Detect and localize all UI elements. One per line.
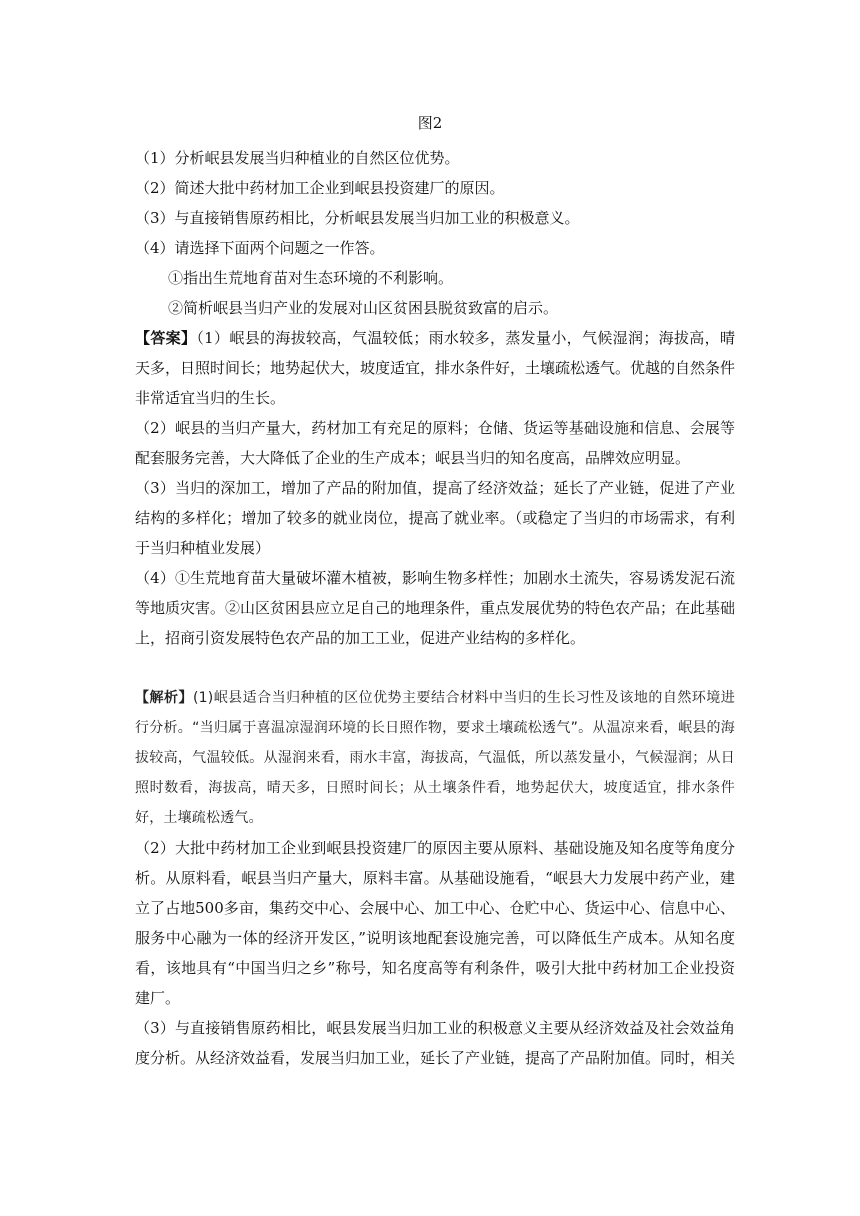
question-3: （3）与直接销售原药相比，分析岷县发展当归加工业的积极意义。 <box>135 209 580 227</box>
question-2: （2）简述大批中药材加工企业到岷县投资建厂的原因。 <box>135 179 505 197</box>
subquestion-2: ②简析岷县当归产业的发展对山区贫困县脱贫致富的启示。 <box>168 299 559 317</box>
question-list <box>135 143 735 323</box>
analysis-label: 【解析】 <box>135 690 193 706</box>
answer-section <box>135 323 735 653</box>
subquestion-1: ①指出生荒地育苗对生态环境的不利影响。 <box>168 269 454 287</box>
analysis-paragraph-3: （3）与直接销售原药相比，岷县发展当归加工业的积极意义主要从经济效益及社会效益角度分析。从经济效益看，发展当归加工业，延长了产业链，提高了产品附加值。同时，相关 <box>135 1019 736 1067</box>
answer-paragraph-2: （2）岷县的当归产量大，药材加工有充足的原料；仓储、货运等基础设施和信息、会展等配套服务完善，大大降低了企业的生产成本；岷县当归的知名度高，品牌效应明显。 <box>135 419 735 467</box>
answer-label: 【答案】 <box>135 329 197 347</box>
answer-paragraph-3: （3）当归的深加工，增加了产品的附加值，提高了经济效益；延长了产业链，促进了产业结构的多样化；增加了较多的就业岗位，提高了就业率。（或稳定了当归的市场需求，有利于当归种植业发展） <box>135 479 735 557</box>
analysis-paragraph-2: （2）大批中药材加工企业到岷县投资建厂的原因主要从原料、基础设施及知名度等角度分析。从原料看，岷县当归产量大，原料丰富。从基础设施看，“岷县大力发展中药产业，建立了占地500多亩，集药交中心、会展中心、加工中心、仓贮中心、货运中心、信息中心、服务中心融为一体的经济开发区，”说明该地配套设施完善，可以降低生产成本。从知名度看，该地具有“中国当归之乡”称号，知名度高等有利条件，吸引大批中药材加工企业投资建厂。 <box>135 839 735 1007</box>
figure-caption: 图2 <box>417 114 443 132</box>
answer-paragraph-4: （4）①生荒地育苗大量破坏灌木植被，影响生物多样性；加剧水土流失，容易诱发泥石流等地质灾害。②山区贫困县应立足自己的地理条件，重点发展优势的特色农产品；在此基础上，招商引资发展特色农产品的加工工业，促进产业结构的多样化。 <box>135 569 736 647</box>
answer-paragraph-1 <box>135 323 735 413</box>
question-1: （1）分析岷县发展当归种植业的自然区位优势。 <box>135 149 460 167</box>
answer-text-1: （1）岷县的海拔较高，气温较低；雨水较多，蒸发量小，气候湿润；海拔高，晴天多，日照时间长；地势起伏大，坡度适宜，排水条件好，土壤疏松透气。优越的自然条件非常适宜当归的生长。 <box>135 329 736 407</box>
analysis-text-1: (1)岷县适合当归种植的区位优势主要结合材料中当归的生长习性及该地的自然环境进行分析。“当归属于喜温凉湿润环境的长日照作物，要求土壤疏松透气”。从温凉来看，岷县的海拔较高，气温较低。从湿润来看，雨水丰富，海拔高，气温低，所以蒸发量小，气候湿润；从日照时数看，海拔高，晴天多，日照时间长；从土壤条件看，地势起伏大，坡度适宜，排水条件好，土壤疏松透气。 <box>135 690 735 826</box>
analysis-section <box>135 683 735 1073</box>
analysis-paragraph-1 <box>135 683 735 833</box>
question-4: （4）请选择下面两个问题之一作答。 <box>135 239 385 257</box>
